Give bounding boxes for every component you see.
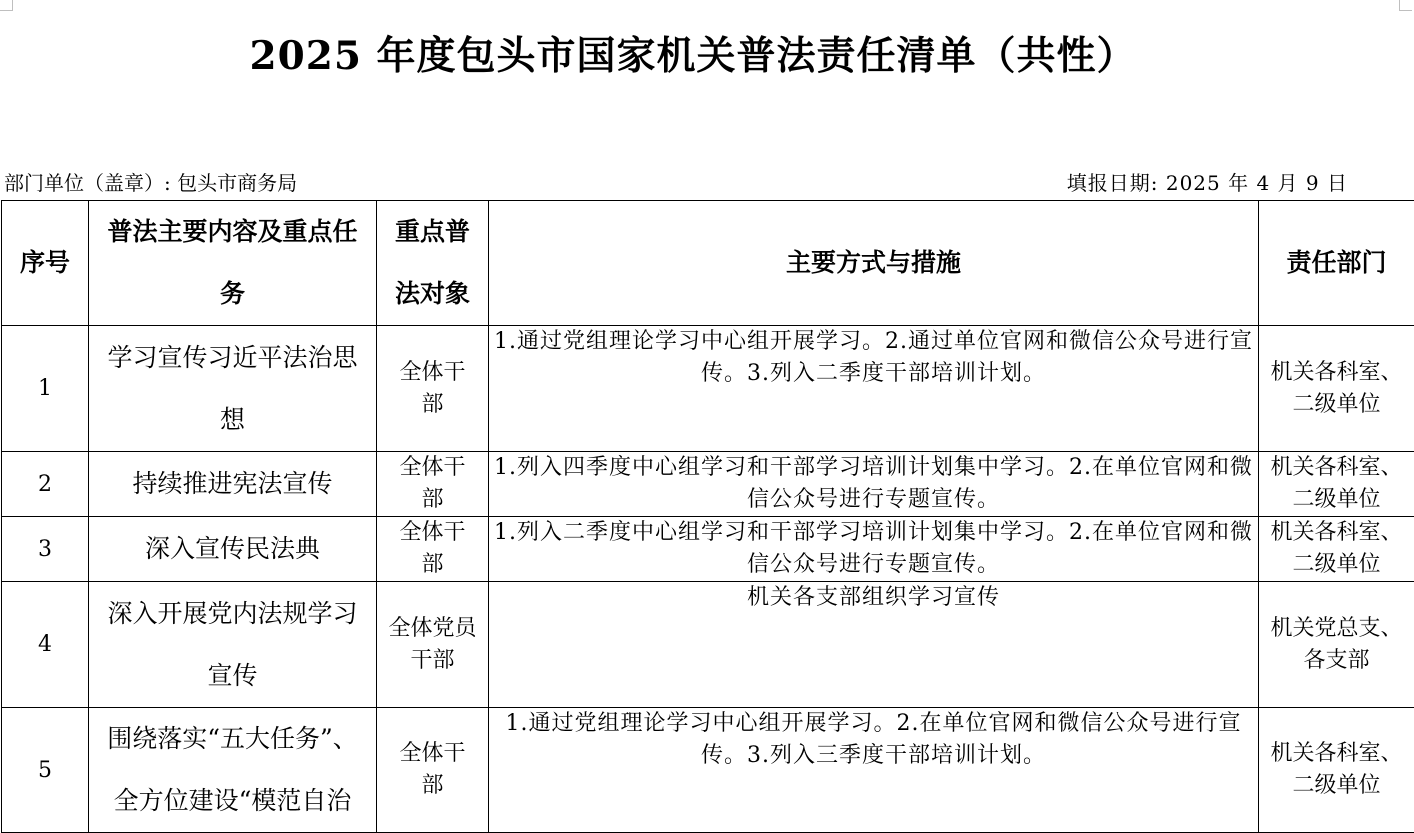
header-measures: 主要方式与措施 [489,201,1259,326]
row-target: 全体党员干部 [377,582,489,708]
row-seq: 4 [2,582,89,708]
row-content: 深入宣传民法典 [89,517,377,582]
row-target: 全体干部 [377,452,489,517]
page-corner-mark-right [1399,0,1412,11]
row-dept: 机关各科室、二级单位 [1259,708,1414,833]
table-row [2,517,1414,582]
row-content: 围绕落实“五大任务”、全方位建设“模范自治 [89,708,377,833]
row-target: 全体干部 [377,708,489,833]
row-seq: 2 [2,452,89,517]
page-corner-mark-left [0,0,13,11]
row-content: 深入开展党内法规学习宣传 [89,582,377,708]
table-row [2,708,1414,833]
row-measures: 1.通过党组理论学习中心组开展学习。2.通过单位官网和微信公众号进行宣传。3.列入二季度干部培训计划。 [489,326,1259,452]
responsibility-table [1,200,1414,833]
row-measures: 1.通过党组理论学习中心组开展学习。2.在单位官网和微信公众号进行宣传。3.列入三季度干部培训计划。 [489,708,1259,833]
row-content: 学习宣传习近平法治思想 [89,326,377,452]
row-seq: 5 [2,708,89,833]
table-row [2,582,1414,708]
unit-label: 部门单位（盖章）: 包头市商务局 [4,170,297,196]
row-seq: 3 [2,517,89,582]
row-dept: 机关各科室、二级单位 [1259,326,1414,452]
table-header-row [2,201,1414,326]
header-content: 普法主要内容及重点任务 [89,201,377,326]
row-dept: 机关各科室、二级单位 [1259,452,1414,517]
row-content: 持续推进宪法宣传 [89,452,377,517]
row-measures: 1.列入四季度中心组学习和干部学习培训计划集中学习。2.在单位官网和微信公众号进行专题宣传。 [489,452,1259,517]
date-label: 填报日期: 2025 年 4 月 9 日 [1067,170,1348,196]
row-target: 全体干部 [377,517,489,582]
row-dept: 机关党总支、各支部 [1259,582,1414,708]
document-title: 2025 年度包头市国家机关普法责任清单（共性） [0,28,1386,84]
row-measures: 1.列入二季度中心组学习和干部学习培训计划集中学习。2.在单位官网和微信公众号进行专题宣传。 [489,517,1259,582]
table-row [2,326,1414,452]
header-dept: 责任部门 [1259,201,1414,326]
row-seq: 1 [2,326,89,452]
row-measures: 机关各支部组织学习宣传 [489,582,1259,708]
row-dept: 机关各科室、二级单位 [1259,517,1414,582]
row-target: 全体干部 [377,326,489,452]
table-row [2,452,1414,517]
header-seq: 序号 [2,201,89,326]
header-target: 重点普法对象 [377,201,489,326]
